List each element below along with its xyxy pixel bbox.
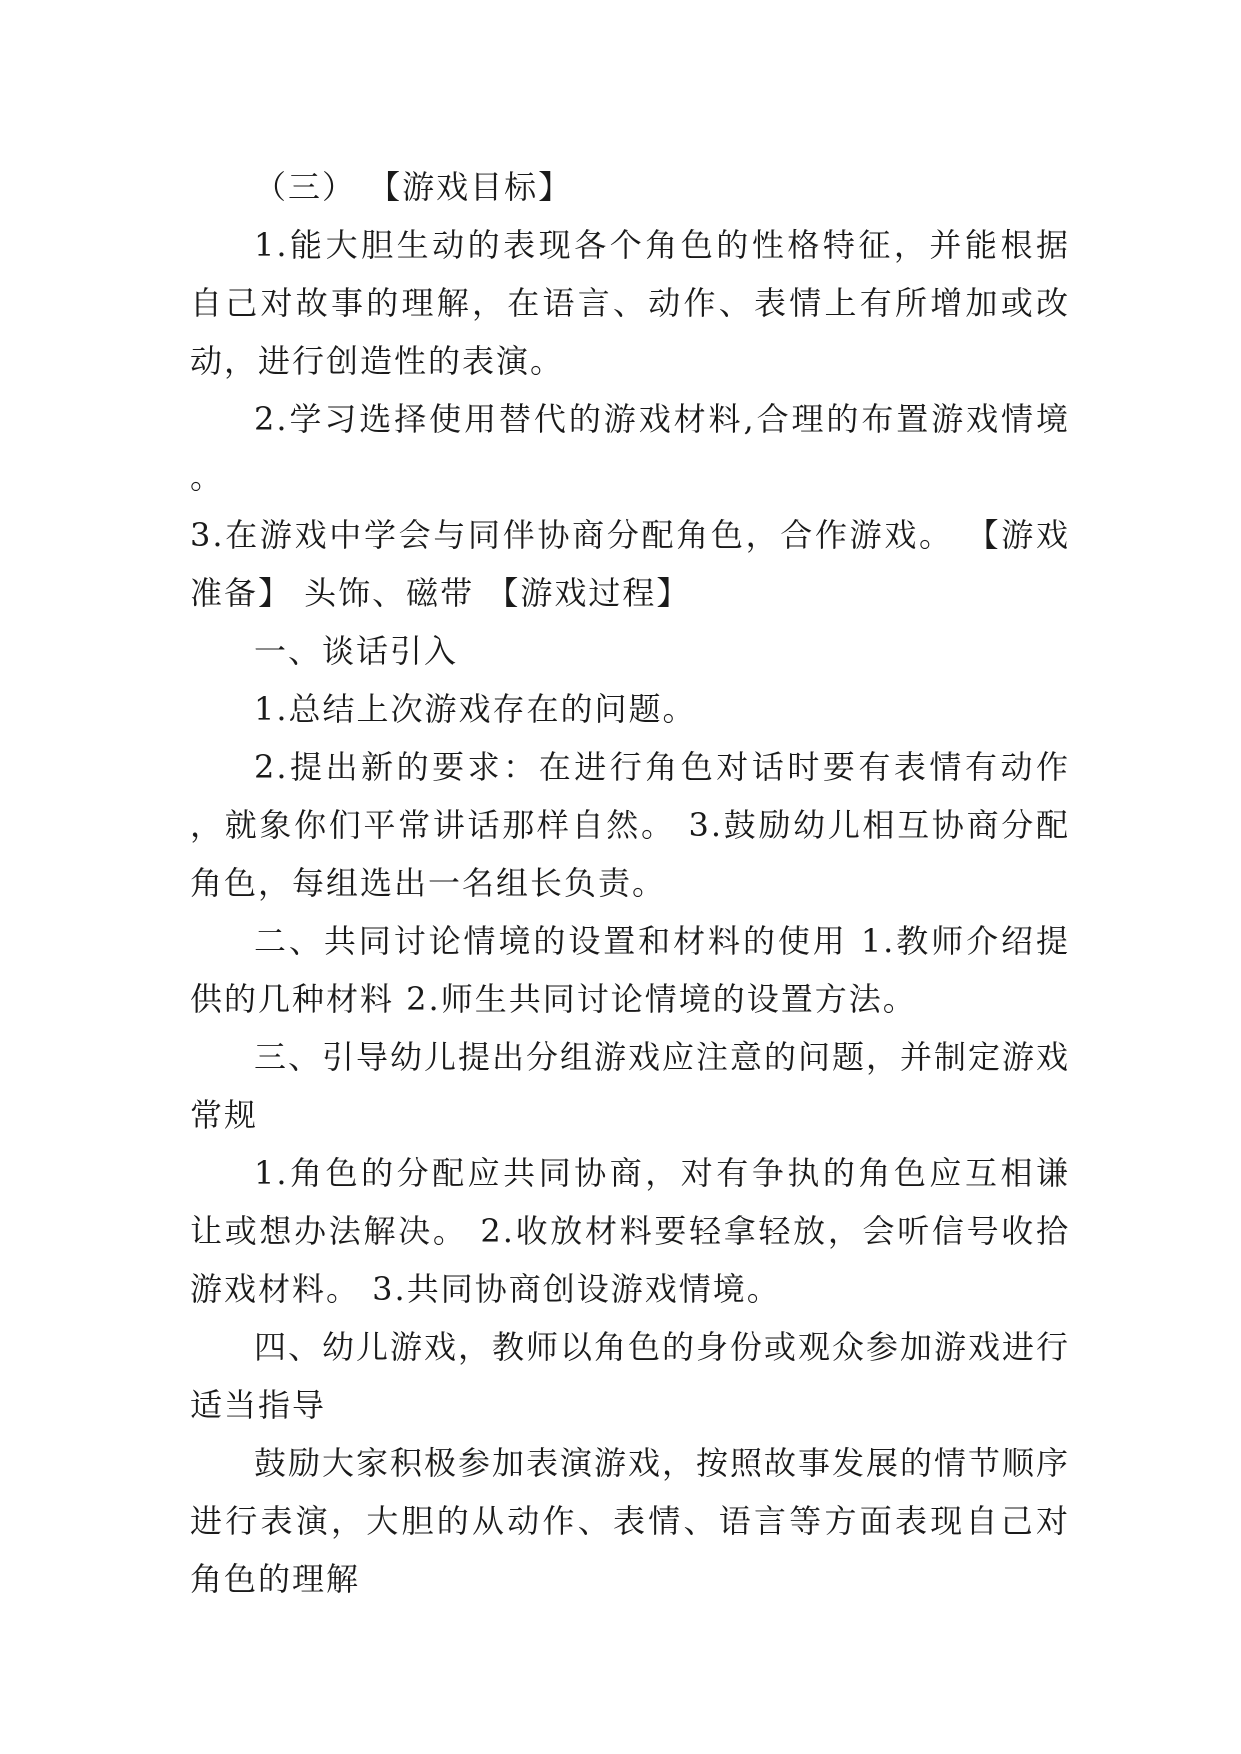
step-heading-3: 三、引导幼儿提出分组游戏应注意的问题，并制定游戏常规: [190, 1038, 1071, 1134]
closing-paragraph: 鼓励大家积极参加表演游戏，按照故事发展的情节顺序进行表演，大胆的从动作、表情、语言等方面表现自己对角色的理解: [190, 1444, 1071, 1598]
goal-item-3-and-headings: 3.在游戏中学会与同伴协商分配角色，合作游戏。 【游戏准备】 头饰、磁带 【游戏过程】: [190, 516, 1070, 612]
goal-item-1: 1.能大胆生动的表现各个角色的性格特征，并能根据自己对故事的理解，在语言、动作、表情上有所增加或改动，进行创造性的表演。: [190, 226, 1070, 380]
goal-item-2: 2.学习选择使用替代的游戏材料,合理的布置游戏情境。: [190, 400, 1070, 496]
step-3-items: 1.角色的分配应共同协商，对有争执的角色应互相谦让或想办法解决。 2.收放材料要轻拿轻放，会听信号收拾游戏材料。 3.共同协商创设游戏情境。: [190, 1154, 1070, 1308]
step-1-items-2-3: 2.提出新的要求：在进行角色对话时要有表情有动作，就象你们平常讲话那样自然。 3.鼓励幼儿相互协商分配角色，每组选出一名组长负责。: [190, 748, 1070, 902]
step-heading-2: 二、共同讨论情境的设置和材料的使用 1.教师介绍提供的几种材料 2.师生共同讨论情境的设置方法。: [190, 922, 1070, 1018]
section-heading-goals: （三） 【游戏目标】: [254, 168, 573, 206]
step-heading-4: 四、幼儿游戏，教师以角色的身份或观众参加游戏进行适当指导: [190, 1328, 1071, 1424]
document-body: [190, 158, 1070, 1608]
step-heading-1: 一、谈话引入: [254, 632, 459, 670]
step-1-item-1: 1.总结上次游戏存在的问题。: [254, 690, 697, 728]
